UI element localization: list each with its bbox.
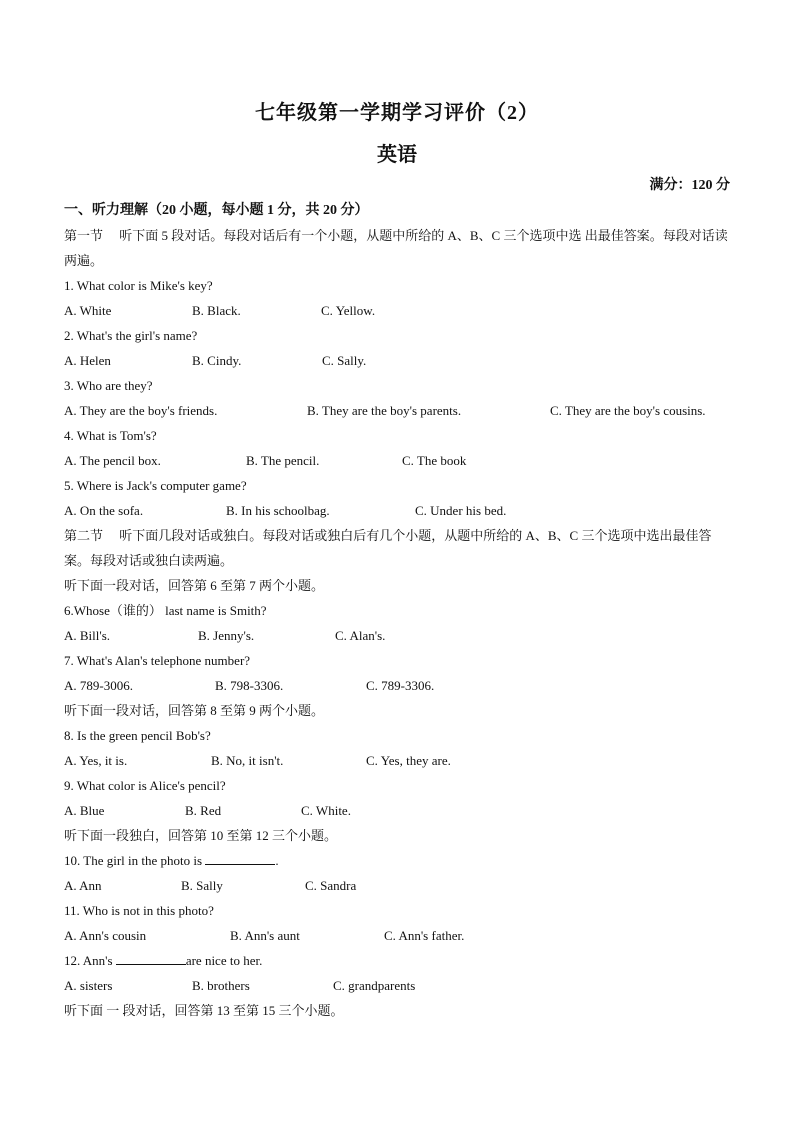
question-3: 3. Who are they? [64,378,153,393]
options-4 [64,448,732,473]
option-b: B. They are the boy's parents. [307,403,462,418]
option-c: C. Sandra [305,878,357,893]
answer-blank [205,850,275,865]
option-c: C. Yellow. [321,303,376,318]
question-2: 2. What's the girl's name? [64,328,198,343]
group-note: 听下面 一 段对话，回答第 13 至第 15 三个小题。 [64,1003,344,1018]
options-7 [64,673,732,698]
option-a: A. White [64,303,112,318]
group-note: 听下面一段对话，回答第 6 至第 7 两个小题。 [64,578,325,593]
question-5: 5. Where is Jack's computer game? [64,478,247,493]
section-heading: 一、听力理解（20 小题，每小题 1 分，共 20 分） [64,203,369,218]
options-2 [64,348,732,373]
question-11: 11. Who is not in this photo? [64,903,214,918]
exam-body [64,223,732,1023]
options-12 [64,973,732,998]
option-a: A. Bill's. [64,628,111,643]
question-7: 7. What's Alan's telephone number? [64,653,251,668]
options-11 [64,923,732,948]
option-b: B. Cindy. [192,353,242,368]
question-text-end: . [275,853,279,868]
options-1 [64,298,732,323]
option-b: B. brothers [192,978,250,993]
question-text: 12. Ann's [64,953,116,968]
option-a: A. On the sofa. [64,503,144,518]
group-note: 听下面一段对话，回答第 8 至第 9 两个小题。 [64,703,325,718]
option-c: C. Alan's. [335,628,386,643]
option-c: C. They are the boy's cousins. [550,403,706,418]
option-c: C. The book [402,453,467,468]
option-a: A. Blue [64,803,105,818]
option-a: A. Ann [64,878,102,893]
option-c: C. grandparents [333,978,416,993]
question-12 [64,948,732,973]
question-1: 1. What color is Mike's key? [64,278,213,293]
option-b: B. Sally [181,878,223,893]
option-a: A. Ann's cousin [64,928,147,943]
option-b: B. Black. [192,303,241,318]
option-b: B. 798-3306. [215,678,284,693]
option-c: C. 789-3306. [366,678,435,693]
question-text-end: are nice to her. [185,953,263,968]
question-10 [64,848,732,873]
part1-instructions: 第一节 听下面 5 段对话。每段对话后有一个小题，从题中所给的 A、B、C 三个选项中选 出最佳答案。每段对话读两遍。 [64,228,728,268]
options-6 [64,623,732,648]
option-c: C. Yes, they are. [366,753,451,768]
question-9: 9. What color is Alice's pencil? [64,778,226,793]
option-b: B. No, it isn't. [211,753,284,768]
option-a: A. They are the boy's friends. [64,403,218,418]
option-c: C. Under his bed. [415,503,507,518]
option-a: A. 789-3006. [64,678,133,693]
options-10 [64,873,732,898]
option-a: A. Helen [64,353,111,368]
option-c: C. White. [301,803,351,818]
option-c: C. Sally. [322,353,367,368]
option-a: A. Yes, it is. [64,753,128,768]
option-a: A. sisters [64,978,113,993]
option-b: B. Ann's aunt [230,928,300,943]
question-6: 6.Whose（谁的） last name is Smith? [64,603,267,618]
group-note: 听下面一段独白，回答第 10 至第 12 三个小题。 [64,828,338,843]
subject-title: 英语 [377,144,417,166]
option-b: B. In his schoolbag. [226,503,330,518]
question-8: 8. Is the green pencil Bob's? [64,728,211,743]
options-9 [64,798,732,823]
total-score: 满分：120 分 [649,178,730,193]
question-text: 10. The girl in the photo is [64,853,206,868]
options-5 [64,498,732,523]
options-3 [64,398,732,423]
options-8 [64,748,732,773]
part2-instructions: 第二节 听下面几段对话或独白。每段对话或独白后有几个小题，从题中所给的 A、B、C 三个选项中选出最佳答案。每段对话或独白读两遍。 [64,528,712,568]
question-4: 4. What is Tom's? [64,428,157,443]
option-c: C. Ann's father. [384,928,465,943]
option-b: B. Red [185,803,222,818]
option-b: B. Jenny's. [198,628,255,643]
option-b: B. The pencil. [246,453,320,468]
option-a: A. The pencil box. [64,453,161,468]
page-title: 七年级第一学期学习评价（2） [255,102,539,124]
answer-blank [116,950,186,965]
